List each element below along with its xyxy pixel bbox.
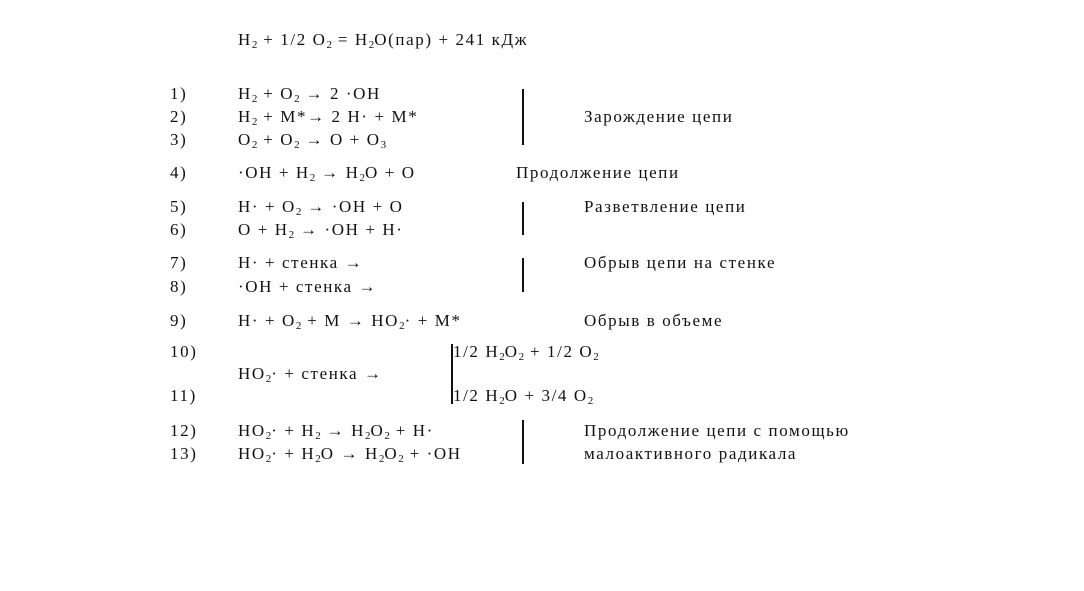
reaction-9: $H\cdot + O_2 + M \to HO_2\cdot + M*$ bbox=[238, 311, 462, 332]
row-number-5: 5) bbox=[170, 197, 188, 216]
row-number-6: 6) bbox=[170, 220, 188, 239]
label-branching: Разветвление цепи bbox=[584, 197, 747, 216]
row-number-9: 9) bbox=[170, 311, 188, 330]
reaction-13: $HO_2\cdot + H_2O \to H_2O_2 + \cdot OH$ bbox=[238, 444, 462, 465]
reaction-10-product: 1/2 $H_2O_2 + 1/2$ $O_2$ bbox=[453, 342, 599, 363]
divider-initiation bbox=[522, 89, 524, 145]
row-number-2: 2) bbox=[170, 107, 188, 126]
reaction-7: H· + стенка → bbox=[238, 253, 364, 272]
divider-wall-termination bbox=[522, 258, 524, 292]
row-number-3: 3) bbox=[170, 130, 188, 149]
reaction-5: $H\cdot + O_2 \to \cdot OH + O$ bbox=[238, 197, 404, 218]
row-number-7: 7) bbox=[170, 253, 188, 272]
row-number-4: 4) bbox=[170, 163, 188, 182]
label-propagation: Продолжение цепи bbox=[516, 163, 680, 182]
row-number-1: 1) bbox=[170, 84, 188, 103]
label-wall-termination: Обрыв цепи на стенке bbox=[584, 253, 777, 272]
row-number-13: 13) bbox=[170, 444, 198, 463]
divider-wall-products bbox=[451, 344, 453, 404]
divider-low-active bbox=[522, 420, 524, 464]
row-number-10: 10) bbox=[170, 342, 198, 361]
label-low-active-line1: Продолжение цепи с помощью bbox=[584, 421, 850, 440]
header-equation: $H_2 + 1/2$ $O_2 = H_2O(пар) + 241$ кДж bbox=[238, 30, 529, 51]
row-number-8: 8) bbox=[170, 277, 188, 296]
label-volume-termination: Обрыв в объеме bbox=[584, 311, 724, 330]
reaction-11-product: 1/2 $H_2O + 3/4$ $O_2$ bbox=[453, 386, 594, 407]
reaction-12: $HO_2\cdot + H_2 \to H_2O_2 + H\cdot$ bbox=[238, 421, 434, 442]
reaction-3: $O_2 + O_2 \to O + O_3$ bbox=[238, 130, 387, 151]
label-initiation: Зарождение цепи bbox=[584, 107, 734, 126]
reaction-8: ·OH + стенка → bbox=[238, 277, 378, 296]
reaction-6: $O + H_2 \to \cdot OH + H\cdot$ bbox=[238, 220, 404, 241]
row-number-12: 12) bbox=[170, 421, 198, 440]
reaction-4: $\cdot OH + H_2 \to H_2O + O$ bbox=[238, 163, 416, 184]
reaction-2: $H_2 + M*\to 2$ H· + M* bbox=[238, 107, 419, 128]
row-number-11: 11) bbox=[170, 386, 197, 405]
reaction-1: $H_2 + O_2 \to 2 \cdot OH$ bbox=[238, 84, 381, 105]
divider-branching bbox=[522, 202, 524, 235]
label-low-active-line2: малоактивного радикала bbox=[584, 444, 798, 463]
reaction-wall-lhs: $HO_2\cdot$ + стенка → bbox=[238, 364, 383, 385]
